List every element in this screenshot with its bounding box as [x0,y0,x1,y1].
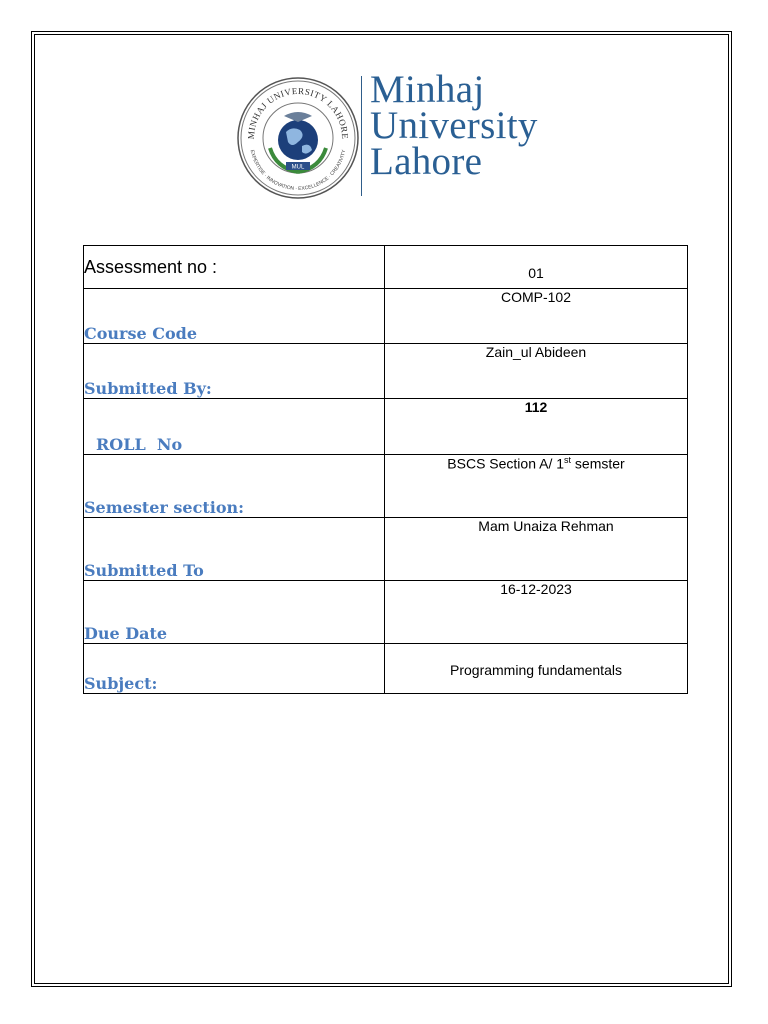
table-row [84,344,688,399]
roll-no-value: 112 [385,399,688,455]
logo-divider [361,76,362,196]
submitted-by-value: Zain_ul Abideen [385,344,688,399]
svg-text:MUL: MUL [291,164,305,171]
table-row [84,289,688,344]
university-name-line1: Minhaj [370,68,485,111]
due-date-label: Due Date [84,581,385,644]
course-code-label: Course Code [84,289,385,344]
submitted-to-value: Mam Unaiza Rehman [385,518,688,581]
submitted-by-label: Submitted By: [84,344,385,399]
assessment-info-table [83,245,688,694]
assessment-no-label: Assessment no : [84,246,385,289]
semester-section-value: BSCS Section A/ 1st semster [385,455,688,518]
due-date-value: 16-12-2023 [385,581,688,644]
submitted-to-label: Submitted To [84,518,385,581]
table-row [84,246,688,289]
course-code-value: COMP-102 [385,289,688,344]
university-name [370,68,538,183]
table-row [84,455,688,518]
university-name-line3: Lahore [370,140,483,183]
semester-section-label: Semester section: [84,455,385,518]
table-row [84,581,688,644]
assessment-no-value: 01 [385,246,688,289]
university-name-line2: University [370,104,538,147]
roll-no-label: ROLL No [84,399,385,455]
university-seal-icon [236,76,360,200]
subject-label: Subject: [84,644,385,694]
university-logo [236,68,566,200]
subject-value: Programming fundamentals [385,644,688,694]
table-row [84,399,688,455]
svg-text:EXPERTISE · INNOVATION · EXCEL: EXPERTISE · INNOVATION · EXCELLENCE · CREATIVITY [248,149,348,193]
table-row [84,644,688,694]
table-row [84,518,688,581]
svg-text:MINHAJ UNIVERSITY LAHORE: MINHAJ UNIVERSITY LAHORE [245,85,351,140]
